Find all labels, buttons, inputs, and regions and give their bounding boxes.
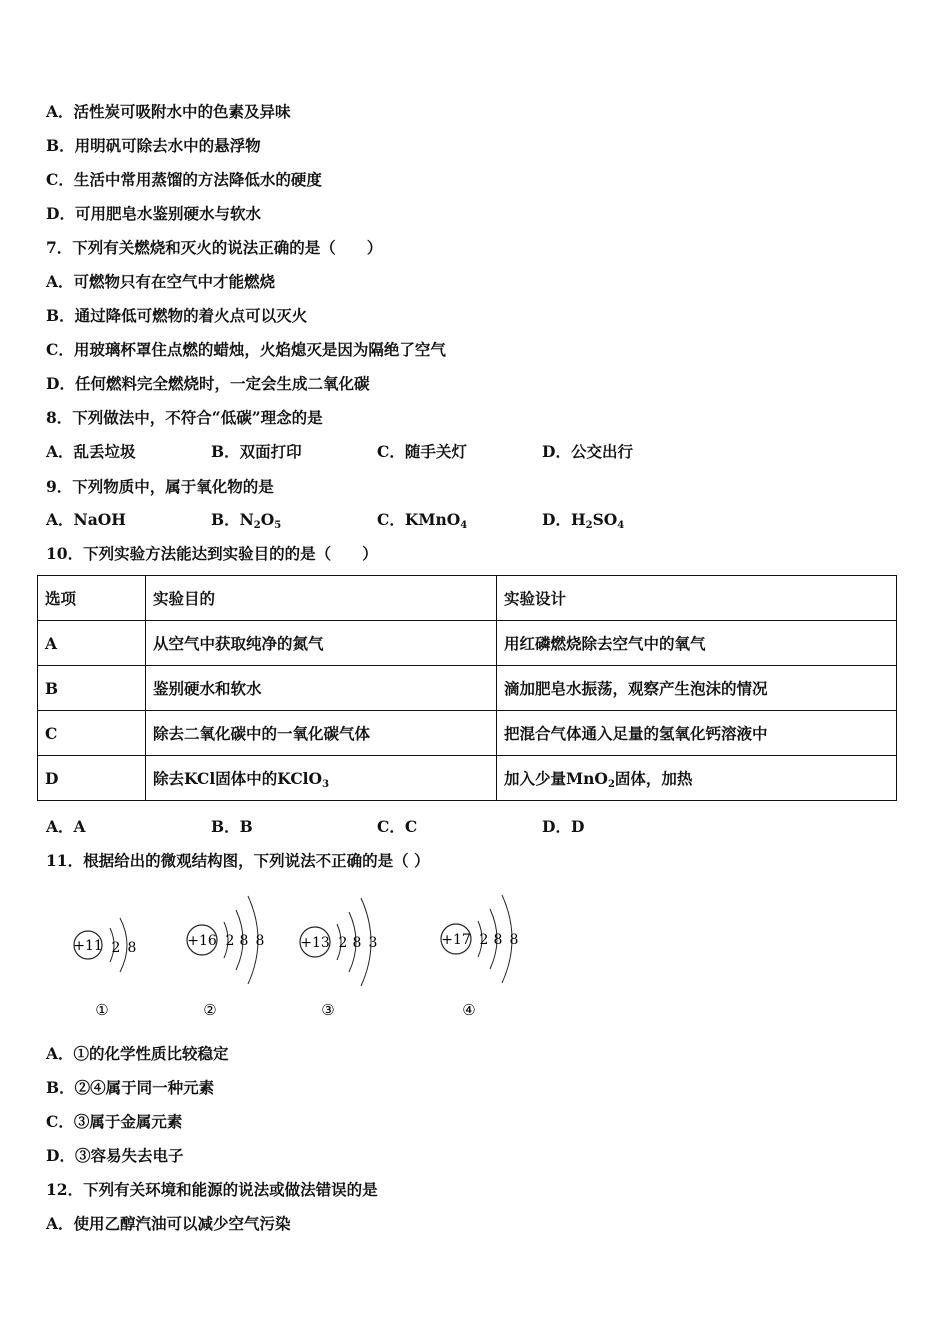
- shell-electrons: 2: [225, 933, 235, 949]
- q9-stem: 9．下列物质中，属于氧化物的是: [46, 477, 274, 496]
- q6-option-a: A．活性炭可吸附水中的色素及异味: [46, 102, 291, 121]
- q9-option-b: B．$N_2O_5$: [211, 510, 282, 531]
- table-header-row: [38, 576, 897, 621]
- q11-option-d: D．③容易失去电子: [46, 1146, 184, 1165]
- shell-electrons: 8: [509, 932, 519, 948]
- nucleus-charge: +11: [73, 938, 103, 954]
- q8-stem: 8．下列做法中，不符合“低碳”理念的是: [46, 408, 323, 427]
- q10-answer-c: C．C: [377, 817, 418, 836]
- atom-diagram-3: [300, 898, 377, 1019]
- shell-electrons: 8: [352, 935, 362, 951]
- q11-stem: 11．根据给出的微观结构图，下列说法不正确的是（ ）: [46, 851, 430, 870]
- q10-answer-b: B．B: [211, 817, 253, 836]
- table-row: [38, 666, 897, 711]
- q7-stem: 7．下列有关燃烧和灭火的说法正确的是（ ）: [46, 238, 383, 257]
- atom-mark: ③: [321, 1001, 335, 1019]
- atom-diagram-4: [441, 895, 518, 1019]
- table-row: [38, 621, 897, 666]
- row-option: D: [38, 756, 146, 801]
- shell-electrons: 8: [255, 933, 265, 949]
- row-design: 滴加肥皂水振荡，观察产生泡沫的情况: [497, 666, 897, 711]
- row-option: C: [38, 711, 146, 756]
- header-option: 选项: [38, 576, 146, 621]
- table-row: [38, 756, 897, 801]
- nucleus-charge: +16: [187, 933, 217, 949]
- q6-option-d: D．可用肥皂水鉴别硬水与软水: [46, 204, 261, 223]
- atom-diagram-1: [73, 918, 136, 1019]
- q8-option-d: D．公交出行: [542, 442, 633, 461]
- row-purpose: 除去二氧化碳中的一氧化碳气体: [146, 711, 497, 756]
- header-purpose: 实验目的: [146, 576, 497, 621]
- atom-structure-diagrams: [60, 880, 540, 1025]
- q7-option-c: C．用玻璃杯罩住点燃的蜡烛，火焰熄灭是因为隔绝了空气: [46, 340, 446, 359]
- shell-electrons: 2: [338, 935, 348, 951]
- q8-option-b: B．双面打印: [211, 442, 302, 461]
- header-design: 实验设计: [497, 576, 897, 621]
- nucleus-charge: +13: [300, 935, 330, 951]
- q9-option-c: C．KMnO$_4$: [377, 510, 468, 531]
- electron-shell: [120, 918, 127, 972]
- shell-electrons: 8: [127, 940, 137, 956]
- q12-option-a: A．使用乙醇汽油可以减少空气污染: [46, 1214, 291, 1233]
- shell-electrons: 8: [239, 933, 249, 949]
- row-purpose: 鉴别硬水和软水: [146, 666, 497, 711]
- q8-option-c: C．随手关灯: [377, 442, 467, 461]
- nucleus-charge: +17: [441, 932, 471, 948]
- q10-stem: 10．下列实验方法能达到实验目的的是（ ）: [46, 544, 378, 563]
- q11-option-b: B．②④属于同一种元素: [46, 1078, 215, 1097]
- row-design: 用红磷燃烧除去空气中的氧气: [497, 621, 897, 666]
- q7-option-b: B．通过降低可燃物的着火点可以灭火: [46, 306, 308, 325]
- row-design: 把混合气体通入足量的氢氧化钙溶液中: [497, 711, 897, 756]
- q10-answer-d: D．D: [542, 817, 585, 836]
- q11-option-c: C．③属于金属元素: [46, 1112, 183, 1131]
- q6-option-c: C．生活中常用蒸馏的方法降低水的硬度: [46, 170, 322, 189]
- q12-stem: 12．下列有关环境和能源的说法或做法错误的是: [46, 1180, 378, 1199]
- experiment-table: [37, 575, 897, 801]
- q11-option-a: A．①的化学性质比较稳定: [46, 1044, 229, 1063]
- atom-mark: ①: [95, 1001, 109, 1019]
- q7-option-a: A．可燃物只有在空气中才能燃烧: [46, 272, 276, 291]
- shell-electrons: 2: [479, 932, 489, 948]
- atom-mark: ②: [203, 1001, 217, 1019]
- row-option: A: [38, 621, 146, 666]
- shell-electrons: 3: [368, 935, 378, 951]
- q9-option-d: D．$H_2SO_4$: [542, 510, 625, 531]
- shell-electrons: 8: [493, 932, 503, 948]
- row-option: B: [38, 666, 146, 711]
- row-design: 加入少量MnO$_2$固体，加热: [497, 756, 897, 801]
- q8-option-a: A．乱丢垃圾: [46, 442, 136, 461]
- row-purpose: 从空气中获取纯净的氮气: [146, 621, 497, 666]
- atom-mark: ④: [462, 1001, 476, 1019]
- atom-diagram-2: [187, 896, 264, 1019]
- q7-option-d: D．任何燃料完全燃烧时，一定会生成二氧化碳: [46, 374, 370, 393]
- shell-electrons: 2: [111, 940, 121, 956]
- row-purpose: 除去KCl固体中的KClO$_3$: [146, 756, 497, 801]
- q9-option-a: A．NaOH: [46, 510, 126, 529]
- table-row: [38, 711, 897, 756]
- q6-option-b: B．用明矾可除去水中的悬浮物: [46, 136, 261, 155]
- q10-answer-a: A．A: [46, 817, 86, 836]
